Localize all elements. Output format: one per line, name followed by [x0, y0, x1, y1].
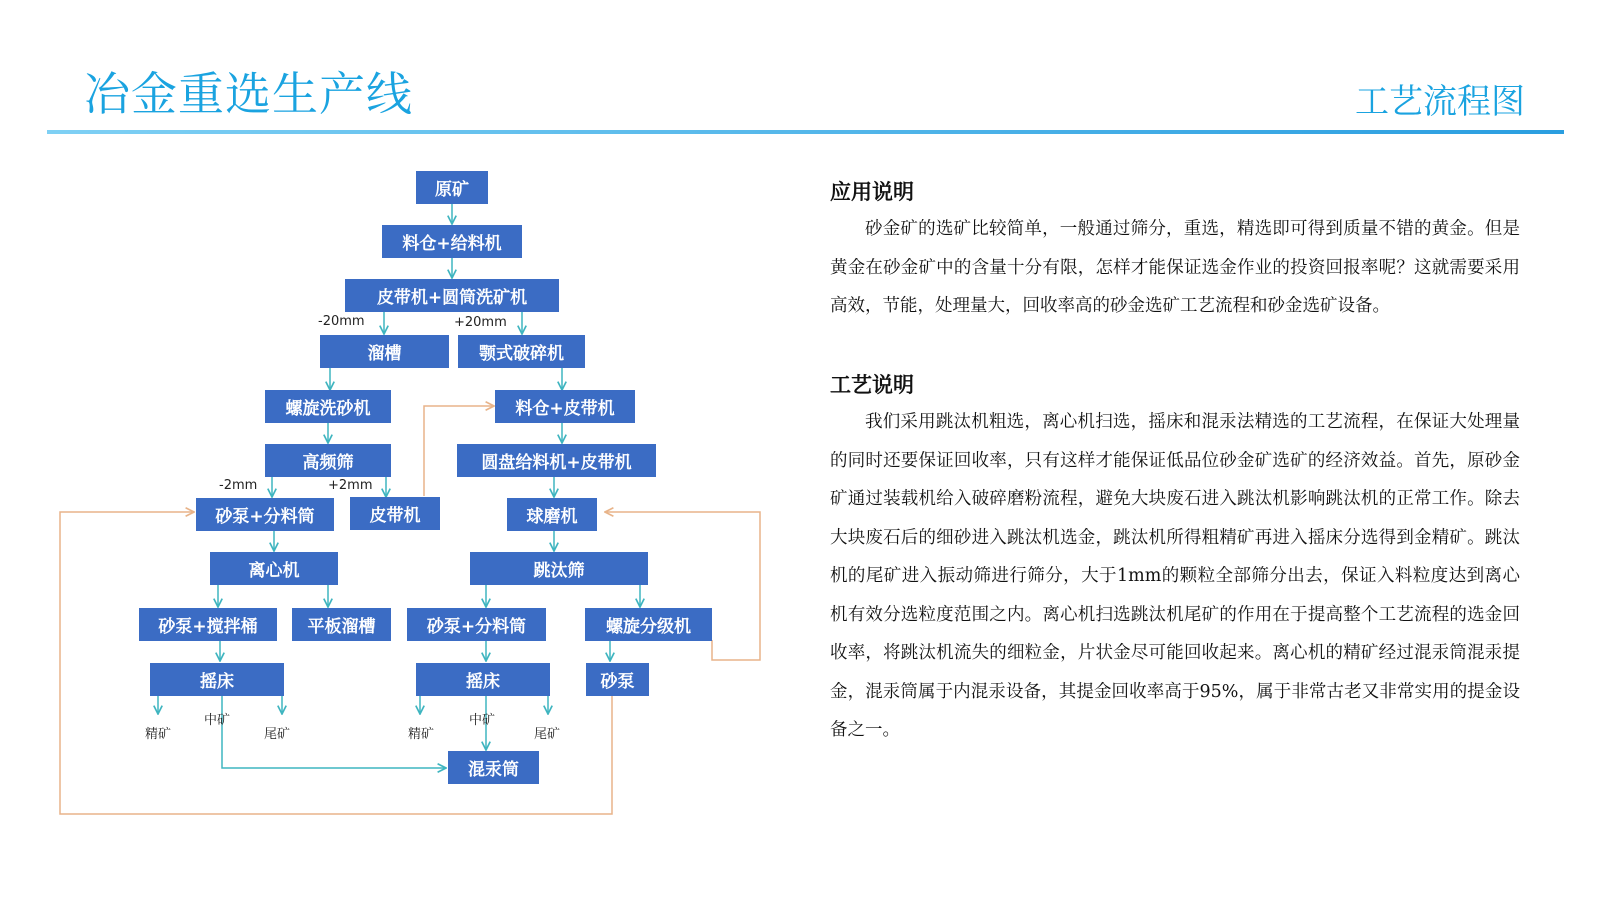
label-plus-20mm: +20mm	[454, 315, 507, 330]
node-shaking-table-right: 摇床	[416, 663, 550, 696]
node-spiral-sand-washer: 螺旋洗砂机	[265, 390, 391, 423]
label-middling-left: 中矿	[204, 713, 231, 728]
node-spiral-classifier: 螺旋分级机	[585, 608, 712, 641]
node-bin-feeder: 料仓+给料机	[382, 225, 522, 258]
label-middling-right: 中矿	[469, 713, 496, 728]
node-flat-sluice: 平板溜槽	[292, 608, 391, 641]
page-subtitle: 工艺流程图	[1355, 82, 1525, 122]
node-belt-drum-washer: 皮带机+圆筒洗矿机	[345, 279, 559, 312]
label-minus-2mm: -2mm	[219, 478, 258, 493]
process-heading: 工艺说明	[830, 372, 914, 397]
node-centrifuge: 离心机	[210, 552, 338, 585]
label-concentrate-left: 精矿	[145, 727, 172, 742]
label-concentrate-right: 精矿	[408, 727, 435, 742]
label-minus-20mm: -20mm	[318, 314, 365, 329]
node-bin-belt: 料仓+皮带机	[495, 390, 635, 423]
application-heading: 应用说明	[830, 179, 914, 204]
node-belt-conveyor: 皮带机	[350, 497, 440, 530]
label-plus-2mm: +2mm	[328, 478, 373, 493]
label-tailing-left: 尾矿	[264, 727, 291, 742]
node-jaw-crusher: 颚式破碎机	[458, 335, 585, 368]
node-ball-mill: 球磨机	[507, 498, 597, 531]
node-shaking-table-left: 摇床	[150, 663, 284, 696]
node-disc-feeder-belt: 圆盘给料机+皮带机	[457, 444, 656, 477]
process-body: 我们采用跳汰机粗选，离心机扫选，摇床和混汞法精选的工艺流程，在保证大处理量的同时还要保证回收率，只有这样才能保证低品位砂金矿选矿的经济效益。首先，原砂金矿通过装载机给入破碎磨粉流程，避免大块废石进入跳汰机影响跳汰机的正常工作。除去大块废石后的细砂进入跳汰机选金，跳汰机所得粗精矿再进入摇床分选得到金精矿。跳汰机的尾矿进入振动筛进行筛分，大于1mm的颗粒全部筛分出去，保证入料粒度达到离心机有效分选粒度范围之内。离心机扫选跳汰机尾矿的作用在于提高整个工艺流程的选金回收率，将跳汰机流失的细粒金，片状金尽可能回收起来。离心机的精矿经过混汞筒混汞提金，混汞筒属于内混汞设备，其提金回收率高于95%，属于非常古老又非常实用的提金设备之一。	[830, 412, 1520, 740]
node-sand-pump-distributor-right: 砂泵+分料筒	[407, 608, 546, 641]
node-amalgamation-drum: 混汞筒	[448, 751, 539, 784]
node-sand-pump-agitator: 砂泵+搅拌桶	[139, 608, 277, 641]
application-body: 砂金矿的选矿比较简单，一般通过筛分，重选，精选即可得到质量不错的黄金。但是黄金在砂金矿中的含量十分有限，怎样才能保证选金作业的投资回报率呢？这就需要采用高效，节能，处理量大，回收率高的砂金选矿工艺流程和砂金选矿设备。	[830, 219, 1520, 316]
node-high-freq-screen: 高频筛	[265, 444, 391, 477]
label-tailing-right: 尾矿	[534, 727, 561, 742]
page-title: 冶金重选生产线	[84, 67, 413, 121]
node-sand-pump: 砂泵	[586, 663, 649, 696]
node-sand-pump-distributor-left: 砂泵+分料筒	[196, 498, 334, 531]
node-sluice: 溜槽	[320, 335, 449, 368]
node-raw-ore: 原矿	[416, 171, 488, 204]
node-jig-screen: 跳汰筛	[470, 552, 648, 585]
